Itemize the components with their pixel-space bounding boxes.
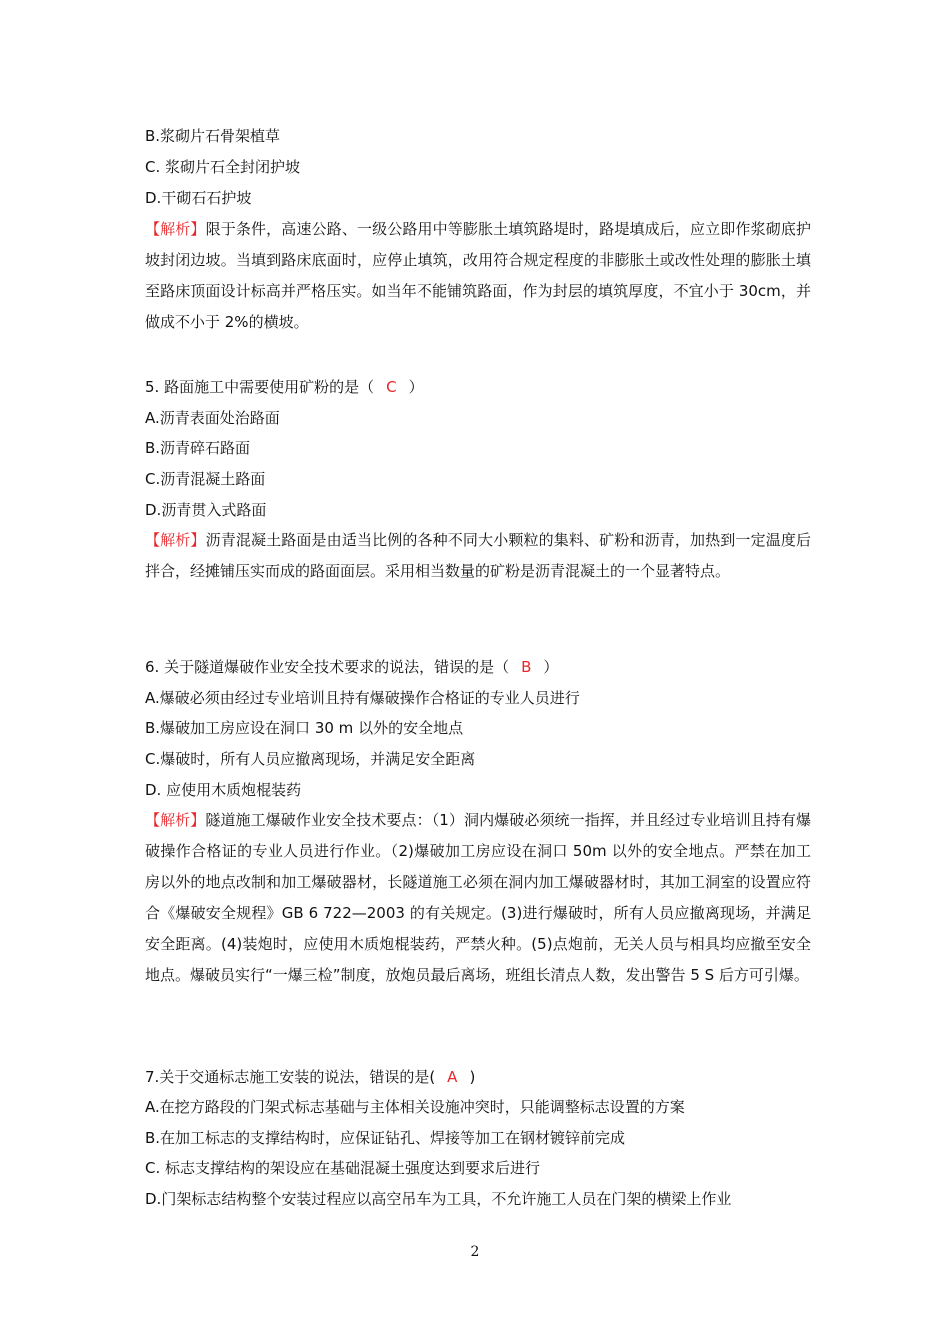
q6-analysis xyxy=(145,805,811,991)
q5-question xyxy=(145,376,815,398)
answer-mark: B xyxy=(521,658,532,676)
answer-mark: C xyxy=(386,378,397,396)
question-text: 5. 路面施工中需要使用矿粉的是（ xyxy=(145,378,375,396)
question-suffix: ） xyxy=(543,658,559,676)
q7-option-a: A.在挖方路段的门架式标志基础与主体相关设施冲突时，只能调整标志设置的方案 xyxy=(145,1098,685,1116)
answer-mark: A xyxy=(447,1068,458,1086)
q5-option-b: B.沥青碎石路面 xyxy=(145,439,251,457)
analysis-tag: 【解析】 xyxy=(145,220,206,238)
question-suffix: ) xyxy=(469,1068,476,1086)
question-suffix: ） xyxy=(408,378,424,396)
analysis-text: 隧道施工爆破作业安全技术要点：（1）洞内爆破必须统一指挥，并且经过专业培训且持有爆破操作合格证的专业人员进行作业。（2)爆破加工房应设在洞口 50m 以外的安全地点。严禁在加工房以外的地点改制和加工爆破器材，长隧道施工必须在洞内加工爆破器材时，其加工洞室的设置应符合《爆破安全规程》GB 6 722—2003 的有关规定。(3)进行爆破时，所有人员应撤离现场，并满足安全距离。(4)装炮时，应使用木质炮棍装药，严禁火种。(5)点炮前，无关人员与相具均应撤至安全地点。爆破员实行“一爆三检”制度，放炮员最后离场，班组长清点人数，发出警告 5 S 后方可引爆。 xyxy=(145,811,811,984)
q6-option-d: D. 应使用木质炮棍装药 xyxy=(145,781,302,799)
analysis-text: 限于条件，高速公路、一级公路用中等膨胀土填筑路堤时，路堤填成后，应立即作浆砌底护坡封闭边坡。当填到路床底面时，应停止填筑，改用符合规定程度的非膨胀土或改性处理的膨胀土填至路床顶面设计标高并严格压实。如当年不能铺筑路面，作为封层的填筑厚度，不宜小于 30cm，并做成不小于 2%的横坡。 xyxy=(145,220,811,331)
question-text: 6. 关于隧道爆破作业安全技术要求的说法，错误的是（ xyxy=(145,658,510,676)
q4-option-d: D.干砌石石护坡 xyxy=(145,189,252,207)
q4-analysis xyxy=(145,214,811,338)
q7-option-d: D.门架标志结构整个安装过程应以高空吊车为工具，不允许施工人员在门架的横梁上作业 xyxy=(145,1190,732,1208)
page-number: 2 xyxy=(470,1244,480,1260)
analysis-text: 沥青混凝土路面是由适当比例的各种不同大小颗粒的集料、矿粉和沥青，加热到一定温度后拌合，经摊铺压实而成的路面面层。采用相当数量的矿粉是沥青混凝土的一个显著特点。 xyxy=(145,531,811,580)
q7-option-c: C. 标志支撑结构的架设应在基础混凝土强度达到要求后进行 xyxy=(145,1159,541,1177)
analysis-tag: 【解析】 xyxy=(145,811,206,829)
q7-question xyxy=(145,1066,815,1088)
q5-option-c: C.沥青混凝土路面 xyxy=(145,470,266,488)
q4-option-c: C. 浆砌片石全封闭护坡 xyxy=(145,158,301,176)
question-text: 7.关于交通标志施工安装的说法，错误的是( xyxy=(145,1068,436,1086)
q7-option-b: B.在加工标志的支撑结构时，应保证钻孔、焊接等加工在钢材镀锌前完成 xyxy=(145,1129,626,1147)
q4-option-b: B.浆砌片石骨架植草 xyxy=(145,127,281,145)
q6-option-c: C.爆破时，所有人员应撤离现场，并满足安全距离 xyxy=(145,750,476,768)
q5-option-a: A.沥青表面处治路面 xyxy=(145,409,280,427)
q6-question xyxy=(145,656,815,678)
q6-option-b: B.爆破加工房应设在洞口 30 m 以外的安全地点 xyxy=(145,719,464,737)
q5-option-d: D.沥青贯入式路面 xyxy=(145,501,267,519)
q5-analysis xyxy=(145,525,811,587)
analysis-tag: 【解析】 xyxy=(145,531,206,549)
q6-option-a: A.爆破必须由经过专业培训且持有爆破操作合格证的专业人员进行 xyxy=(145,689,580,707)
